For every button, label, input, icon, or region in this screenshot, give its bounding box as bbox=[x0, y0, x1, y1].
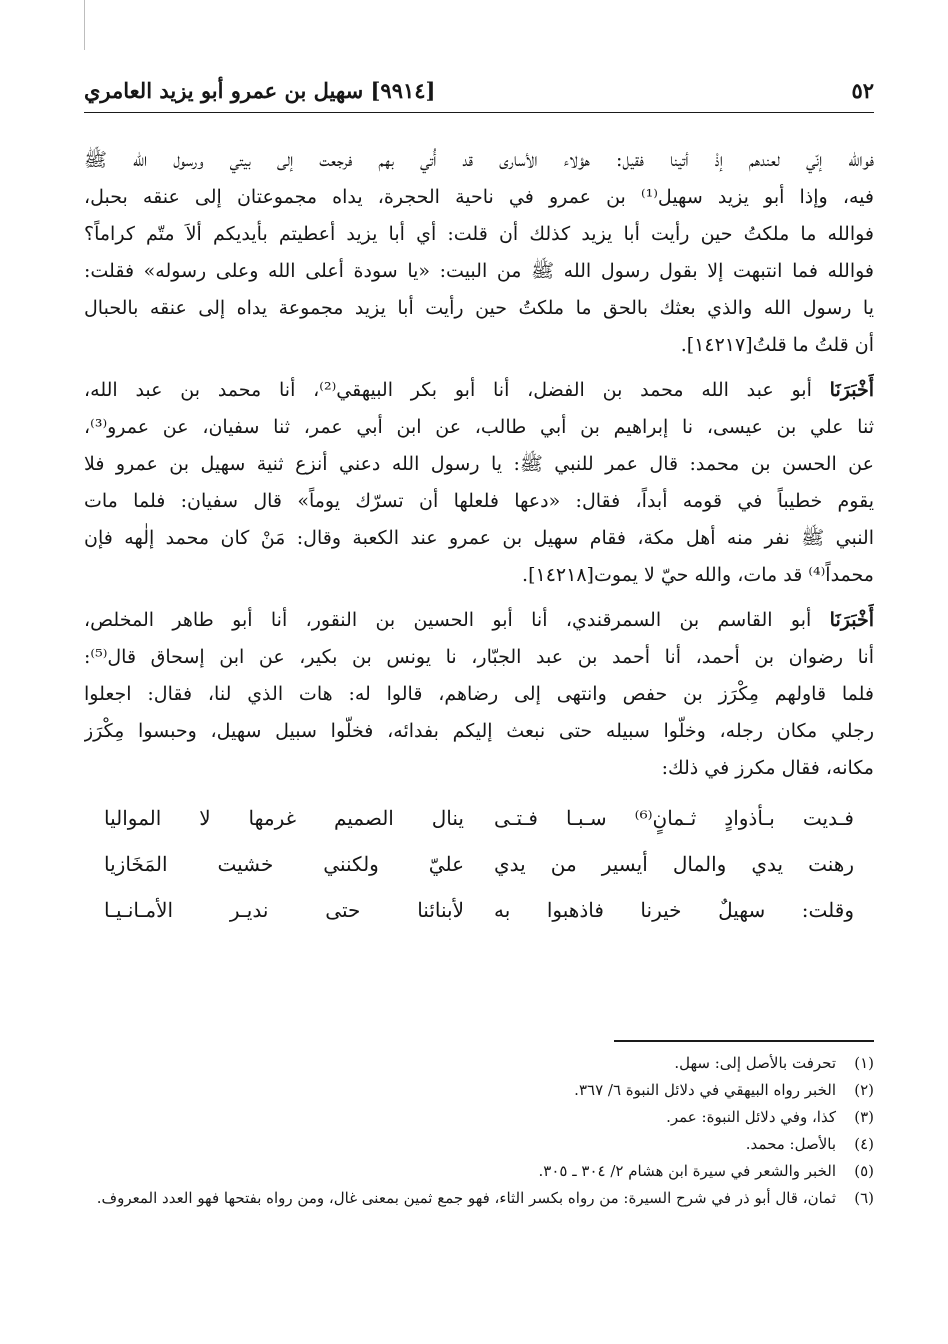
footnote-text: الخبر رواه البيهقي في دلائل النبوة ٦/ ٣٦٧. bbox=[574, 1080, 836, 1099]
footnote bbox=[84, 1158, 874, 1185]
footnote-number: (٢) bbox=[854, 1080, 874, 1099]
akhbarana-keyword: أَخْبَرَنَا bbox=[829, 379, 874, 401]
akhbarana-keyword: أَخْبَرَنَا bbox=[829, 609, 874, 631]
footnote-text: بالأصل: محمد. bbox=[745, 1134, 836, 1153]
footnote-text: ثمان، قال أبو ذر في شرح السيرة: من رواه بكسر الثاء، فهو جمع ثمين بمعنى غال، ومن رواه بفتحها فهو العدد المعروف. bbox=[96, 1188, 836, 1207]
paragraph-1 bbox=[84, 142, 874, 364]
text-line: ثنا علي بن عيسى، نا إبراهيم بن أبي طالب، عن ابن أبي عمر، ثنا سفيان، عن عمرو⁽³⁾، bbox=[84, 416, 874, 438]
footnote-number: (٦) bbox=[854, 1188, 874, 1207]
verse-line bbox=[104, 841, 854, 887]
text-line: يقوم خطيباً في قومه أبداً، فقال: «دعها فلعلها أن تسرّك يوماً» قال سفيان: فلما مات bbox=[84, 490, 874, 512]
verse-first-hemistich: وقلت: سهيلٌ خيرنا فاذهبوا به bbox=[494, 898, 854, 922]
verse-second-hemistich: لأبنائنا حتى نديـر الأمـانـيـا bbox=[104, 898, 464, 922]
footnotes bbox=[84, 1040, 874, 1212]
footnote-number: (٤) bbox=[854, 1134, 874, 1153]
footnote bbox=[84, 1077, 874, 1104]
footnote-number: (١) bbox=[854, 1053, 874, 1072]
footnote-text: الخبر والشعر في سيرة ابن هشام ٢/ ٣٠٤ ـ ٣٠٥. bbox=[538, 1161, 836, 1180]
footnote bbox=[84, 1185, 874, 1212]
paragraph-3 bbox=[84, 602, 874, 787]
text-line: يا رسول الله والذي بعثك بالحق ما ملكتُ حين رأيت أبا يزيد مجموعة يداه إلى عنقه بالحبال bbox=[84, 297, 874, 319]
footnote bbox=[84, 1050, 874, 1077]
text-line: فوالله فما انتبهت إلا بقول رسول الله ﷺ من البيت: «يا سودة أعلى الله وعلى رسوله» فقلت: bbox=[84, 260, 874, 282]
page-header bbox=[84, 76, 874, 113]
text-segment: أبو القاسم بن السمرقندي، أنا أبو الحسين بن النقور، أنا أبو طاهر المخلص، bbox=[84, 609, 830, 631]
verse-line bbox=[104, 795, 854, 841]
text-line: فلما قاولهم مِكْرَز بن حفص وانتهى إلى رضاهم، قالوا له: هات الذي لنا، فقال: اجعلوا bbox=[84, 683, 874, 705]
paragraph-2 bbox=[84, 372, 874, 594]
footnote-text: تحرفت بالأصل إلى: سهل. bbox=[674, 1053, 836, 1072]
text-line: رجلي مكان رجله، وخلّوا سبيله حتى نبعث إليكم بفدائه، فخلّوا سبيل سهيل، وحبسوا مِكْرَز bbox=[84, 720, 874, 742]
text-line: فوالله إنّي لعندهم إذْ أتينا فقيل: هؤلاء الأسارى قد أُتي بهم فرجعت إلى بيتي ورسول الله ﷺ bbox=[84, 149, 874, 171]
footnote-number: (٣) bbox=[854, 1107, 874, 1126]
footnote-number: (٥) bbox=[854, 1161, 874, 1180]
text-segment: أبو عبد الله محمد بن الفضل، أنا أبو بكر البيهقي⁽²⁾، أنا محمد بن عبد الله، bbox=[84, 379, 830, 401]
poem bbox=[104, 795, 854, 933]
verse-second-hemistich: عليّ ولكنني خشيت المَخَازيا bbox=[104, 852, 464, 876]
scan-edge-line bbox=[84, 0, 85, 50]
verse-first-hemistich: رهنت يدي والمال أيسير من يدي bbox=[494, 852, 854, 876]
text-line: أنا رضوان بن أحمد، أنا أحمد بن عبد الجبّار، نا يونس بن بكير، عن ابن إسحاق قال⁽⁵⁾: bbox=[84, 646, 874, 668]
text-line bbox=[84, 372, 874, 409]
text-line: محمداً⁽⁴⁾ قد مات، والله حيّ لا يموت[١٤٢١٨]. bbox=[522, 564, 874, 586]
text-line: النبي ﷺ نفر منه أهل مكة، فقام سهيل بن عمرو عند الكعبة وقال: مَنْ كان محمد إلٰهه فإن bbox=[84, 527, 874, 549]
text-line: أن قلتُ ما قلتُ[١٤٢١٧]. bbox=[680, 334, 874, 356]
text-line: عن الحسن بن محمد: قال عمر للنبي ﷺ: يا رسول الله دعني أنزع ثنية سهيل بن عمرو فلا bbox=[84, 453, 874, 475]
verse-first-hemistich: فـديت بـأذوادٍ ثـمانٍ⁽⁶⁾ سـبـا فـتـى bbox=[494, 806, 854, 830]
footnote-separator bbox=[614, 1040, 874, 1042]
footnote bbox=[84, 1131, 874, 1158]
text-line: فوالله ما ملكتُ حين رأيت أبا يزيد كذلك أن قلت: أي أبا يزيد أعطيتم بأيديكم ألاَ متّم كراماً؟ bbox=[84, 223, 874, 245]
verse-line bbox=[104, 887, 854, 933]
verse-second-hemistich: ينال الصميم غرمها لا المواليا bbox=[104, 806, 464, 830]
text-line: فيه، وإذا أبو يزيد سهيل⁽¹⁾ بن عمرو في ناحية الحجرة، يداه مجموعتان إلى عنقه بحبل، bbox=[84, 186, 874, 208]
main-text bbox=[84, 142, 874, 933]
running-title: [٩٩١٤] سهيل بن عمرو أبو يزيد العامري bbox=[84, 78, 436, 103]
text-line: مكانه، فقال مكرز في ذلك: bbox=[661, 757, 874, 779]
page-number: ٥٢ bbox=[851, 78, 874, 103]
text-line bbox=[84, 602, 874, 639]
footnote bbox=[84, 1104, 874, 1131]
footnote-text: كذا، وفي دلائل النبوة: عمر. bbox=[666, 1107, 836, 1126]
